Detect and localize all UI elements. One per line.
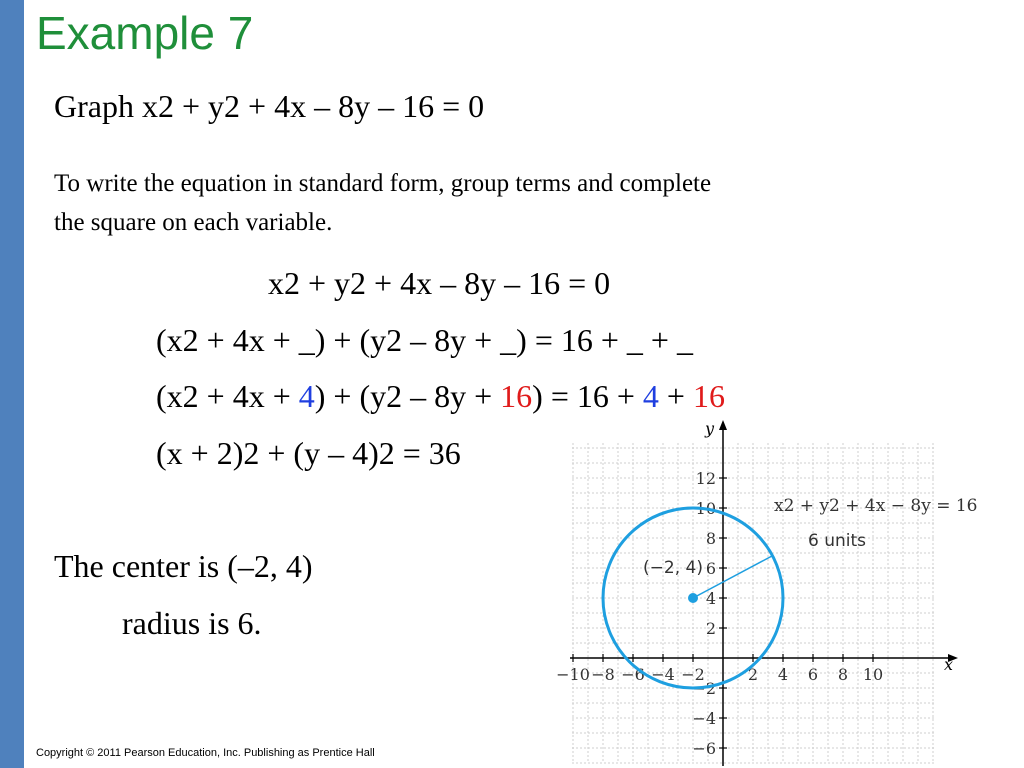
step-3-pre: (x2 + 4x + xyxy=(156,378,299,414)
y-tick-label: −4 xyxy=(692,709,716,728)
left-accent-bar xyxy=(0,0,24,768)
y-tick-label: 10 xyxy=(695,499,716,518)
center-point-label: (−2, 4) xyxy=(643,558,703,578)
step-3-plus: + xyxy=(658,378,693,414)
center-point xyxy=(688,593,698,603)
x-tick-label: −4 xyxy=(651,665,675,684)
circle-graph xyxy=(556,418,1024,768)
x-tick-label: −10 xyxy=(556,665,590,684)
step-3-mid: ) + (y2 – 8y + xyxy=(314,378,501,414)
y-tick-label: 4 xyxy=(705,589,716,608)
y-tick-label: −6 xyxy=(692,739,716,758)
radius-label: 6 units xyxy=(808,531,867,551)
x-tick-label: 10 xyxy=(862,665,884,684)
x-tick-label: 8 xyxy=(837,665,849,684)
instruction-line-1: To write the equation in standard form, group terms and complete xyxy=(54,170,712,197)
y-tick-label: 6 xyxy=(705,559,716,578)
y-axis-label: y xyxy=(705,419,715,438)
copyright-notice: Copyright © 2011 Pearson Education, Inc. Publishing as Prentice Hall xyxy=(36,747,375,759)
problem-equation: x2 + y2 + 4x – 8y – 16 = 0 xyxy=(141,88,485,124)
graph-grid xyxy=(572,443,935,763)
step-2-equation: (x2 + 4x + _) + (y2 – 8y + _) = 16 + _ + _ xyxy=(156,322,693,358)
y-tick-label: 12 xyxy=(695,469,716,488)
problem-statement xyxy=(54,88,484,125)
step-3-fill-x-right: 4 xyxy=(642,378,659,414)
problem-label: Graph xyxy=(54,88,134,124)
y-tick-label: −2 xyxy=(692,679,716,698)
step-1-equation: x2 + y2 + 4x – 8y – 16 = 0 xyxy=(268,265,611,301)
y-tick-label: 8 xyxy=(705,529,716,548)
x-tick-label: −6 xyxy=(621,665,645,684)
step-3-equation xyxy=(156,378,725,415)
y-axis-arrow xyxy=(719,420,727,430)
y-tick-label: 2 xyxy=(705,619,716,638)
x-tick-label: −8 xyxy=(591,665,615,684)
step-3-fill-y: 16 xyxy=(500,378,533,414)
radius-statement: radius is 6. xyxy=(122,605,262,641)
step-3-post: ) = 16 + xyxy=(532,378,643,414)
slide-title: Example 7 xyxy=(36,7,254,59)
x-tick-label: 6 xyxy=(807,665,819,684)
x-tick-label: 4 xyxy=(777,665,789,684)
x-tick-label: −2 xyxy=(681,665,705,684)
x-tick-label: 2 xyxy=(747,665,759,684)
instruction-line-2: the square on each variable. xyxy=(54,209,333,236)
graph-equation-label: x2 + y2 + 4x − 8y = 16 xyxy=(774,496,978,516)
center-statement: The center is (–2, 4) xyxy=(54,548,313,584)
x-axis-label: x xyxy=(944,655,954,674)
step-3-fill-x: 4 xyxy=(298,378,315,414)
step-3-fill-y-right: 16 xyxy=(692,378,725,414)
step-4-equation: (x + 2)2 + (y – 4)2 = 36 xyxy=(156,435,461,471)
